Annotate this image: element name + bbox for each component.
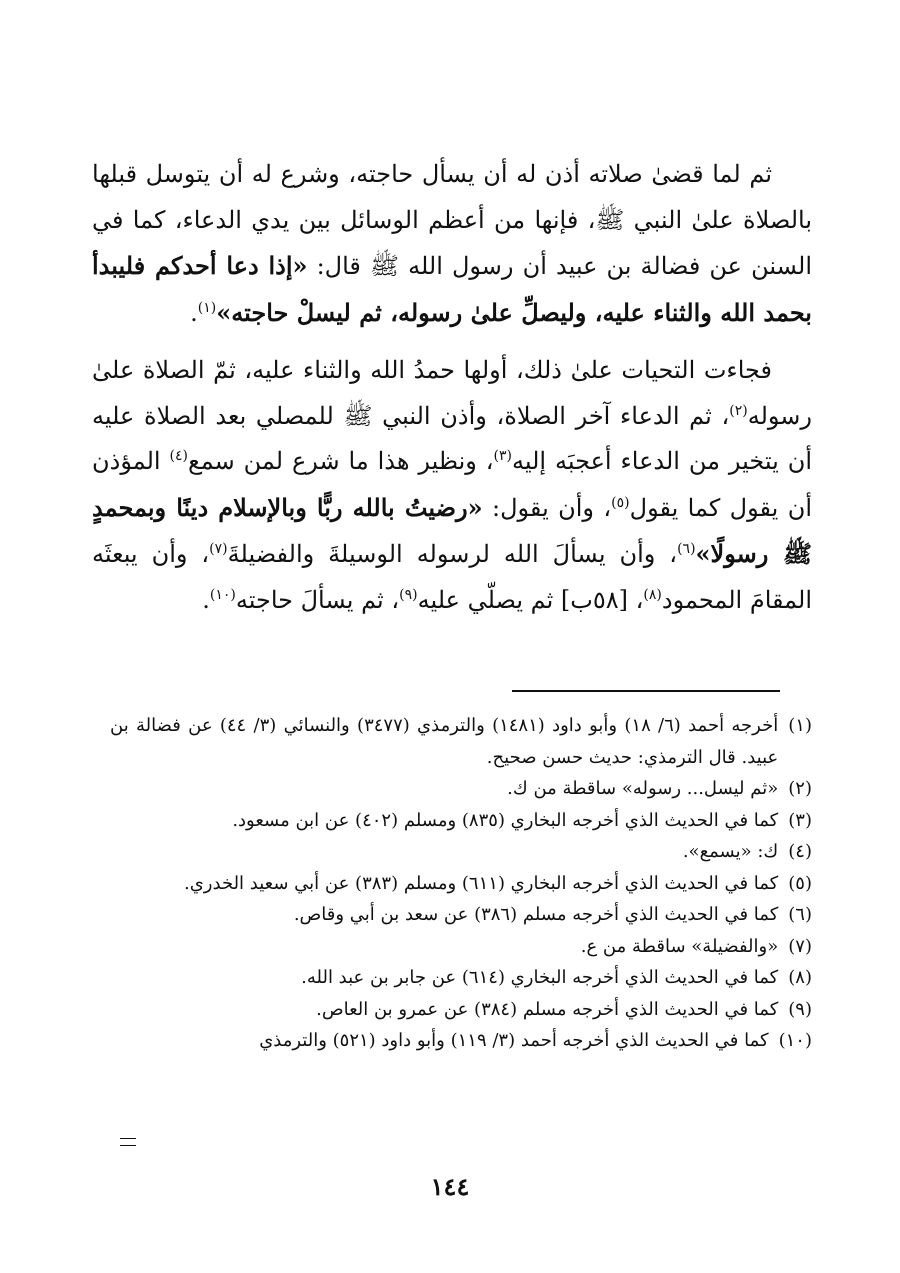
- footnote-number: (٨): [788, 967, 812, 988]
- footnote-item: [110, 962, 812, 994]
- text-run: .: [202, 585, 210, 614]
- footnote-number: (٢): [788, 778, 812, 799]
- footnote-number: (٥): [788, 872, 812, 894]
- footnote-ref: (٥): [611, 494, 630, 511]
- footnotes: [110, 710, 812, 1057]
- text-run: المؤذن أن يقول كما يقول: [92, 447, 812, 522]
- footnote-item: [110, 994, 812, 1026]
- text-run: ثم لما قضىٰ صلاته أذن له أن يسأل حاجته، وشرع له أن يتوسل قبلها بالصلاة علىٰ النبي ﷺ، فإنها من أعظم الوسائل بين يدي الدعاء، كما في السنن عن فضالة بن عبيد أن رسول الله ﷺ قال:: [92, 160, 812, 280]
- text-run: ، وأن يبعثَه المقامَ المحمود: [92, 540, 812, 614]
- text-run: ، ونظير هذا ما شرع لمن سمع: [187, 447, 494, 475]
- footnote-text: «ثم ليسل... رسوله» ساقطة من ك.: [507, 778, 779, 799]
- footnote-item: [110, 710, 812, 773]
- text-run: ، [٥٨ب] ثم يصلّي عليه: [417, 585, 644, 614]
- footnote-item: [110, 773, 812, 805]
- footnote-item: [110, 836, 812, 868]
- footnote-ref: (٨): [643, 586, 662, 603]
- footnote-separator: [512, 690, 780, 692]
- text-run: .: [190, 298, 198, 327]
- page-number: ١٤٤: [430, 1172, 470, 1201]
- footnote-number: (٧): [788, 935, 812, 957]
- footnote-text: كما في الحديث الذي أخرجه البخاري (٦١٤) عن جابر بن عبد الله.: [301, 967, 779, 988]
- footnote-item: [110, 1025, 812, 1057]
- continuation-mark: [120, 1138, 136, 1146]
- footnote-number: (١): [788, 715, 812, 736]
- footnote-text: كما في الحديث الذي أخرجه مسلم (٣٨٦) عن سعد بن أبي وقاص.: [293, 904, 779, 925]
- footnote-item: [110, 805, 812, 837]
- footnote-ref: (٢): [729, 402, 748, 419]
- footnote-item: [110, 931, 812, 963]
- text-run: فجاءت التحيات علىٰ ذلك، أولها حمدُ الله والثناء عليه، ثمّ الصلاة علىٰ رسوله: [92, 356, 812, 430]
- footnote-number: (١٠): [778, 1030, 812, 1051]
- hadith-quote: «إذا دعا أحدكم فليبدأ بحمد الله والثناء عليه، وليصلِّ علىٰ رسوله، ثم ليسلْ حاجته»: [92, 251, 812, 327]
- footnote-ref: (٤): [169, 448, 188, 464]
- footnote-ref: (٧): [209, 541, 228, 557]
- footnote-ref: (٣): [493, 448, 512, 464]
- footnote-number: (٩): [788, 998, 812, 1020]
- text-run: ، ثم يسألَ حاجته: [235, 585, 400, 614]
- footnote-number: (٦): [788, 904, 812, 925]
- footnote-text: كما في الحديث الذي أخرجه البخاري (٨٣٥) ومسلم (٤٠٢) عن ابن مسعود.: [232, 809, 779, 831]
- footnote-number: (٣): [788, 809, 812, 831]
- footnote-text: أخرجه أحمد (٦/ ١٨) وأبو داود (١٤٨١) والترمذي (٣٤٧٧) والنسائي (٣/ ٤٤) عن فضالة بن عبيد. قال الترمذي: حديث حسن صحيح.: [110, 715, 779, 768]
- footnote-number: (٤): [788, 841, 812, 862]
- footnote-item: [110, 899, 812, 931]
- footnote-text: كما في الحديث الذي أخرجه أحمد (٣/ ١١٩) وأبو داود (٥٢١) والترمذي: [259, 1030, 769, 1051]
- footnote-text: كما في الحديث الذي أخرجه البخاري (٦١١) ومسلم (٣٨٣) عن أبي سعيد الخدري.: [184, 872, 779, 894]
- footnote-ref: (٩): [399, 586, 418, 603]
- footnote-ref: (١): [197, 299, 217, 316]
- footnote-ref: (٦): [677, 541, 696, 557]
- text-run: ، ثم الدعاء آخر الصلاة، وأذن النبي ﷺ للمصلي بعد الصلاة عليه أن يتخير من الدعاء أعجبَه إليه: [92, 401, 812, 475]
- footnote-item: [110, 868, 812, 900]
- footnote-text: «والفضيلة» ساقطة من ع.: [580, 935, 779, 957]
- main-text: [92, 152, 812, 623]
- text-run: ، وأن يقول:: [482, 493, 612, 522]
- dua-quote: «رضيتُ بالله ربًّا وبالإسلام دينًا وبمحمدٍ ﷺ رسولًا»: [92, 492, 812, 568]
- paragraph-1: [92, 152, 812, 336]
- footnote-text: ك: «يسمع».: [682, 841, 779, 862]
- footnote-text: كما في الحديث الذي أخرجه مسلم (٣٨٤) عن عمرو بن العاص.: [316, 998, 779, 1020]
- text-run: ، وأن يسألَ الله لرسوله الوسيلةَ والفضيلةَ: [227, 540, 678, 568]
- paragraph-2: [92, 348, 812, 623]
- footnote-ref: (١٠): [209, 586, 236, 603]
